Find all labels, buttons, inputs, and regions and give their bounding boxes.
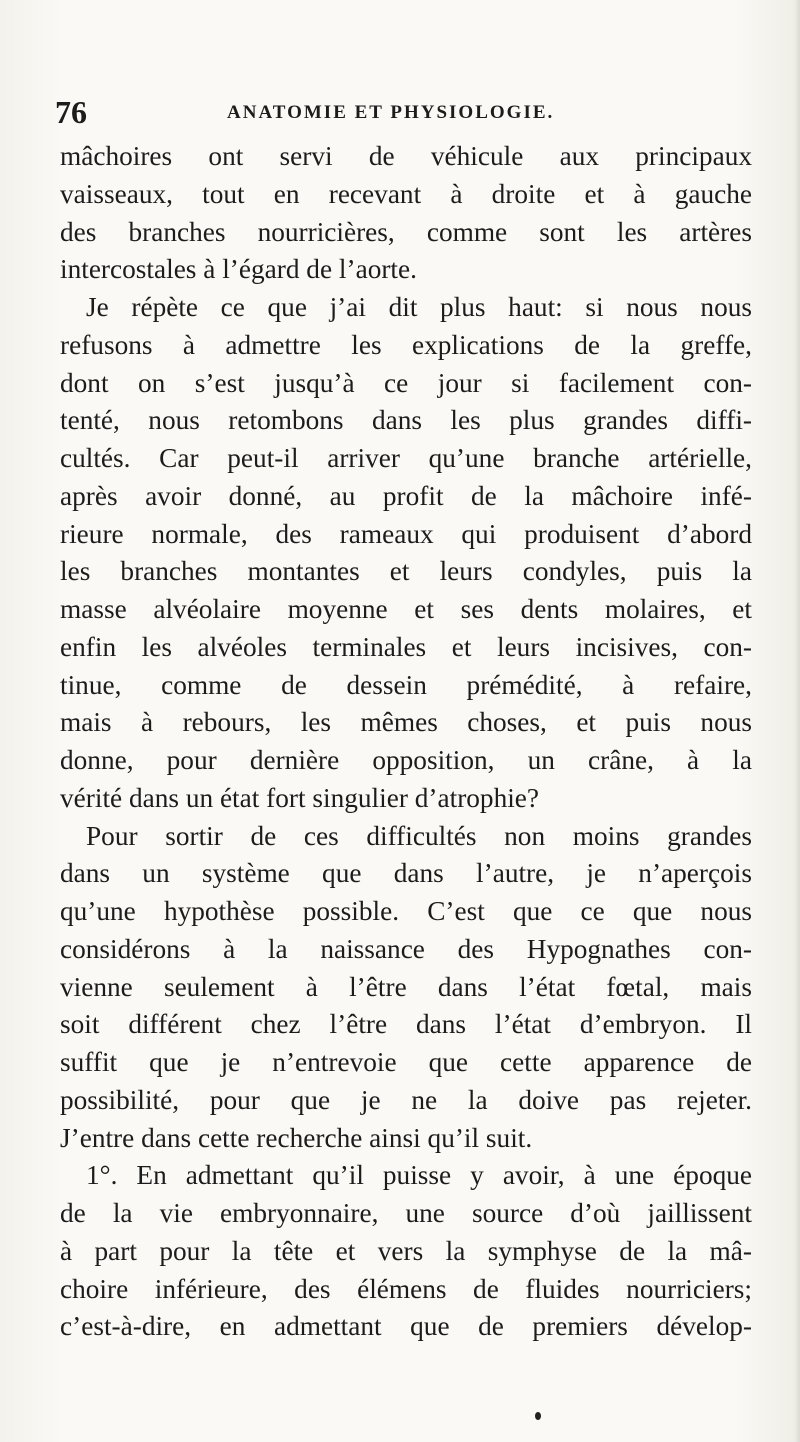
text-line: tenté, nous retombons dans les plus grandes diffi- [60, 405, 752, 436]
text-line: vienne seulement à l’être dans l’état fœtal, mais [60, 971, 752, 1002]
text-line: cultés. Car peut-il arriver qu’une branche artérielle, [60, 443, 752, 473]
text-line: après avoir donné, au profit de la mâchoire infé- [60, 480, 752, 511]
text-line: dont on s’est jusqu’à ce jour si facilement con- [60, 367, 752, 398]
text-line: Pour sortir de ces difficultés non moins grandes [86, 820, 752, 851]
running-head: ANATOMIE ET PHYSIOLOGIE. [227, 102, 555, 123]
text-line: masse alvéolaire moyenne et ses dents molaires, et [60, 594, 752, 624]
text-line: dans un système que dans l’autre, je n’aperçois [60, 858, 752, 889]
text-line: des branches nourricières, comme sont les artères [60, 216, 752, 247]
text-line: refusons à admettre les explications de la greffe, [60, 329, 752, 360]
text-line: enfin les alvéoles terminales et leurs incisives, con- [60, 631, 752, 662]
text-line: intercostales à l’égard de l’aorte. [60, 254, 417, 285]
text-line: c’est-à-dire, en admettant que de premiers dévelop- [60, 1311, 752, 1342]
text-line: mais à rebours, les mêmes choses, et puis nous [60, 707, 752, 738]
body-text [60, 138, 752, 1346]
text-line: vérité dans un état fort singulier d’atrophie? [60, 782, 540, 813]
page-header [55, 92, 755, 132]
text-line: suffit que je n’entrevoie que cette apparence de [60, 1047, 752, 1077]
text-line: possibilité, pour que je ne la doive pas rejeter. [60, 1084, 752, 1115]
text-line: mâchoires ont servi de véhicule aux principaux [60, 141, 752, 171]
text-line: rieure normale, des rameaux qui produisent d’abord [60, 518, 752, 549]
page-edge-shadow [794, 0, 800, 1442]
text-line: à part pour la tête et vers la symphyse de la mâ- [60, 1235, 752, 1266]
text-line: vaisseaux, tout en recevant à droite et à gauche [60, 178, 752, 209]
text-line: choire inférieure, des élémens de fluides nourriciers; [60, 1273, 752, 1304]
text-line: J’entre dans cette recherche ainsi qu’il suit. [60, 1122, 533, 1153]
text-line: Je répète ce que j’ai dit plus haut: si nous nous [86, 292, 752, 322]
text-line: 1°. En admettant qu’il puisse y avoir, à une époque [86, 1160, 752, 1191]
text-line: les branches montantes et leurs condyles, puis la [60, 556, 752, 587]
text-line: de la vie embryonnaire, une source d’où jaillissent [60, 1198, 752, 1228]
text-line: donne, pour dernière opposition, un crâne, à la [60, 745, 752, 775]
text-line: tinue, comme de dessein prémédité, à refaire, [60, 669, 752, 700]
text-line: considérons à la naissance des Hypognathes con- [60, 933, 752, 964]
text-line: qu’une hypothèse possible. C’est que ce que nous [60, 896, 752, 926]
text-line: soit différent chez l’être dans l’état d’embryon. Il [60, 1009, 752, 1040]
page-number: 76 [55, 94, 87, 130]
ink-speck [535, 1412, 541, 1420]
